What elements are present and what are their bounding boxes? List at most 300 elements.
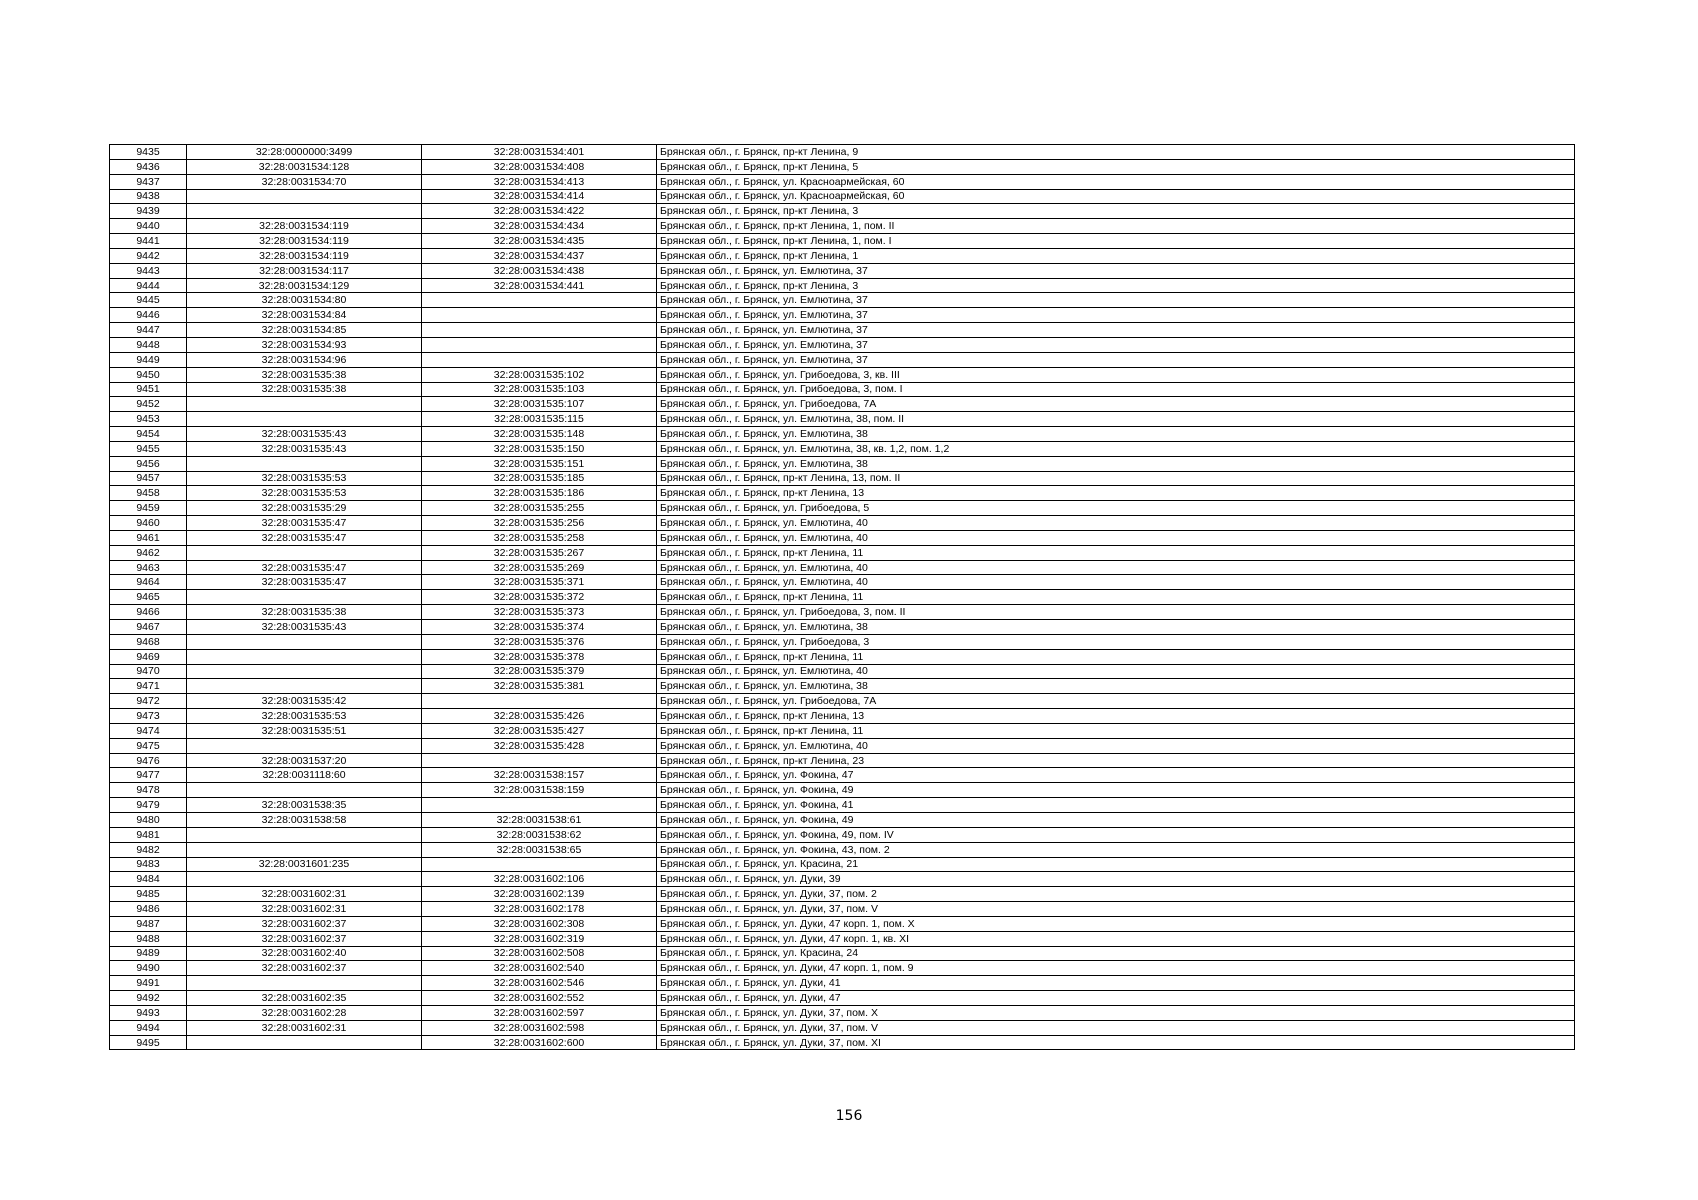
address-cell: Брянская обл., г. Брянск, ул. Грибоедова, 3, пом. I <box>657 382 1575 397</box>
parcel-number-cell <box>187 783 422 798</box>
parcel-number-cell: 32:28:0031534:129 <box>187 278 422 293</box>
parcel-number-cell: 32:28:0031602:31 <box>187 887 422 902</box>
table-row <box>110 530 1575 545</box>
parcel-number-cell <box>187 204 422 219</box>
address-cell: Брянская обл., г. Брянск, пр-кт Ленина, 11 <box>657 723 1575 738</box>
object-number-cell: 32:28:0031535:256 <box>422 516 657 531</box>
address-cell: Брянская обл., г. Брянск, ул. Фокина, 49 <box>657 783 1575 798</box>
row-number-cell: 9443 <box>110 263 187 278</box>
address-cell: Брянская обл., г. Брянск, ул. Фокина, 49, пом. IV <box>657 827 1575 842</box>
parcel-number-cell <box>187 664 422 679</box>
table-row <box>110 961 1575 976</box>
row-number-cell: 9459 <box>110 501 187 516</box>
table-row <box>110 174 1575 189</box>
parcel-number-cell: 32:28:0031534:84 <box>187 308 422 323</box>
table-row <box>110 382 1575 397</box>
address-cell: Брянская обл., г. Брянск, пр-кт Ленина, 23 <box>657 753 1575 768</box>
table-row <box>110 634 1575 649</box>
row-number-cell: 9458 <box>110 486 187 501</box>
row-number-cell: 9441 <box>110 234 187 249</box>
row-number-cell: 9482 <box>110 842 187 857</box>
table-row <box>110 694 1575 709</box>
address-cell: Брянская обл., г. Брянск, ул. Емлютина, 38 <box>657 456 1575 471</box>
object-number-cell: 32:28:0031538:159 <box>422 783 657 798</box>
row-number-cell: 9435 <box>110 145 187 160</box>
table-row <box>110 946 1575 961</box>
address-cell: Брянская обл., г. Брянск, пр-кт Ленина, 11 <box>657 545 1575 560</box>
address-cell: Брянская обл., г. Брянск, ул. Емлютина, 38 <box>657 620 1575 635</box>
parcel-number-cell: 32:28:0031118:60 <box>187 768 422 783</box>
table-row <box>110 1005 1575 1020</box>
parcel-number-cell: 32:28:0031602:37 <box>187 931 422 946</box>
table-row <box>110 753 1575 768</box>
parcel-number-cell <box>187 189 422 204</box>
object-number-cell: 32:28:0031535:267 <box>422 545 657 560</box>
object-number-cell: 32:28:0031602:139 <box>422 887 657 902</box>
address-cell: Брянская обл., г. Брянск, ул. Емлютина, 38, кв. 1,2, пом. 1,2 <box>657 441 1575 456</box>
object-number-cell: 32:28:0031535:185 <box>422 471 657 486</box>
table-row <box>110 783 1575 798</box>
object-number-cell: 32:28:0031535:427 <box>422 723 657 738</box>
row-number-cell: 9465 <box>110 590 187 605</box>
table-row <box>110 768 1575 783</box>
table-row <box>110 367 1575 382</box>
row-number-cell: 9442 <box>110 248 187 263</box>
address-cell: Брянская обл., г. Брянск, ул. Дуки, 37, пом. V <box>657 902 1575 917</box>
address-cell: Брянская обл., г. Брянск, ул. Емлютина, 37 <box>657 263 1575 278</box>
parcel-number-cell: 32:28:0031602:37 <box>187 916 422 931</box>
row-number-cell: 9485 <box>110 887 187 902</box>
table-row <box>110 412 1575 427</box>
object-number-cell <box>422 323 657 338</box>
row-number-cell: 9490 <box>110 961 187 976</box>
table-row <box>110 352 1575 367</box>
parcel-number-cell: 32:28:0031602:37 <box>187 961 422 976</box>
row-number-cell: 9473 <box>110 709 187 724</box>
parcel-number-cell: 32:28:0031535:38 <box>187 605 422 620</box>
parcel-number-cell <box>187 545 422 560</box>
row-number-cell: 9461 <box>110 530 187 545</box>
parcel-number-cell <box>187 827 422 842</box>
object-number-cell: 32:28:0031602:540 <box>422 961 657 976</box>
row-number-cell: 9445 <box>110 293 187 308</box>
parcel-number-cell <box>187 397 422 412</box>
row-number-cell: 9495 <box>110 1035 187 1050</box>
address-cell: Брянская обл., г. Брянск, пр-кт Ленина, 3 <box>657 278 1575 293</box>
address-cell: Брянская обл., г. Брянск, пр-кт Ленина, 9 <box>657 145 1575 160</box>
table-row <box>110 456 1575 471</box>
parcel-number-cell: 32:28:0031535:38 <box>187 382 422 397</box>
address-cell: Брянская обл., г. Брянск, пр-кт Ленина, 11 <box>657 649 1575 664</box>
table-row <box>110 516 1575 531</box>
object-number-cell: 32:28:0031602:319 <box>422 931 657 946</box>
parcel-number-cell: 32:28:0031602:28 <box>187 1005 422 1020</box>
address-cell: Брянская обл., г. Брянск, ул. Дуки, 47 корп. 1, пом. X <box>657 916 1575 931</box>
address-cell: Брянская обл., г. Брянск, пр-кт Ленина, 1, пом. I <box>657 234 1575 249</box>
table-row <box>110 916 1575 931</box>
table-row <box>110 723 1575 738</box>
row-number-cell: 9462 <box>110 545 187 560</box>
parcel-number-cell <box>187 590 422 605</box>
parcel-number-cell: 32:28:0031535:53 <box>187 709 422 724</box>
row-number-cell: 9455 <box>110 441 187 456</box>
address-cell: Брянская обл., г. Брянск, ул. Емлютина, 38 <box>657 427 1575 442</box>
parcel-number-cell: 32:28:0031602:31 <box>187 902 422 917</box>
table-row <box>110 649 1575 664</box>
address-cell: Брянская обл., г. Брянск, ул. Дуки, 37, пом. V <box>657 1020 1575 1035</box>
table-row <box>110 323 1575 338</box>
row-number-cell: 9457 <box>110 471 187 486</box>
row-number-cell: 9483 <box>110 857 187 872</box>
object-number-cell: 32:28:0031534:438 <box>422 263 657 278</box>
row-number-cell: 9450 <box>110 367 187 382</box>
table-row <box>110 337 1575 352</box>
object-number-cell: 32:28:0031534:422 <box>422 204 657 219</box>
object-number-cell: 32:28:0031535:148 <box>422 427 657 442</box>
row-number-cell: 9493 <box>110 1005 187 1020</box>
object-number-cell: 32:28:0031535:151 <box>422 456 657 471</box>
table-row <box>110 1020 1575 1035</box>
table-row <box>110 931 1575 946</box>
parcel-number-cell: 32:28:0031535:47 <box>187 516 422 531</box>
parcel-number-cell: 32:28:0031534:70 <box>187 174 422 189</box>
parcel-number-cell: 32:28:0000000:3499 <box>187 145 422 160</box>
row-number-cell: 9451 <box>110 382 187 397</box>
row-number-cell: 9475 <box>110 738 187 753</box>
address-cell: Брянская обл., г. Брянск, ул. Красина, 21 <box>657 857 1575 872</box>
parcel-number-cell: 32:28:0031535:53 <box>187 471 422 486</box>
address-cell: Брянская обл., г. Брянск, ул. Грибоедова, 7А <box>657 397 1575 412</box>
object-number-cell <box>422 857 657 872</box>
table-row <box>110 1035 1575 1050</box>
table-row <box>110 991 1575 1006</box>
table-row <box>110 159 1575 174</box>
parcel-number-cell <box>187 842 422 857</box>
registry-table <box>109 144 1575 1050</box>
object-number-cell: 32:28:0031602:106 <box>422 872 657 887</box>
row-number-cell: 9448 <box>110 337 187 352</box>
object-number-cell: 32:28:0031535:374 <box>422 620 657 635</box>
table-row <box>110 427 1575 442</box>
address-cell: Брянская обл., г. Брянск, ул. Дуки, 47 корп. 1, пом. 9 <box>657 961 1575 976</box>
object-number-cell: 32:28:0031602:308 <box>422 916 657 931</box>
row-number-cell: 9452 <box>110 397 187 412</box>
address-cell: Брянская обл., г. Брянск, пр-кт Ленина, 11 <box>657 590 1575 605</box>
parcel-number-cell: 32:28:0031535:38 <box>187 367 422 382</box>
parcel-number-cell <box>187 456 422 471</box>
parcel-number-cell: 32:28:0031535:43 <box>187 441 422 456</box>
parcel-number-cell: 32:28:0031534:80 <box>187 293 422 308</box>
parcel-number-cell: 32:28:0031535:47 <box>187 560 422 575</box>
table-row <box>110 293 1575 308</box>
parcel-number-cell: 32:28:0031538:58 <box>187 812 422 827</box>
row-number-cell: 9440 <box>110 219 187 234</box>
address-cell: Брянская обл., г. Брянск, ул. Емлютина, 37 <box>657 293 1575 308</box>
row-number-cell: 9481 <box>110 827 187 842</box>
parcel-number-cell <box>187 679 422 694</box>
address-cell: Брянская обл., г. Брянск, ул. Емлютина, 40 <box>657 560 1575 575</box>
parcel-number-cell <box>187 634 422 649</box>
table-row <box>110 545 1575 560</box>
parcel-number-cell <box>187 1035 422 1050</box>
object-number-cell: 32:28:0031602:178 <box>422 902 657 917</box>
address-cell: Брянская обл., г. Брянск, ул. Красина, 24 <box>657 946 1575 961</box>
table-row <box>110 709 1575 724</box>
table-row <box>110 605 1575 620</box>
table-row <box>110 248 1575 263</box>
object-number-cell: 32:28:0031602:597 <box>422 1005 657 1020</box>
row-number-cell: 9468 <box>110 634 187 649</box>
parcel-number-cell: 32:28:0031535:43 <box>187 620 422 635</box>
table-row <box>110 857 1575 872</box>
table-row <box>110 575 1575 590</box>
address-cell: Брянская обл., г. Брянск, ул. Емлютина, 38, пом. II <box>657 412 1575 427</box>
parcel-number-cell: 32:28:0031602:40 <box>187 946 422 961</box>
object-number-cell: 32:28:0031535:103 <box>422 382 657 397</box>
address-cell: Брянская обл., г. Брянск, пр-кт Ленина, 5 <box>657 159 1575 174</box>
parcel-number-cell <box>187 976 422 991</box>
object-number-cell <box>422 352 657 367</box>
address-cell: Брянская обл., г. Брянск, ул. Грибоедова, 5 <box>657 501 1575 516</box>
object-number-cell: 32:28:0031534:408 <box>422 159 657 174</box>
address-cell: Брянская обл., г. Брянск, ул. Емлютина, 38 <box>657 679 1575 694</box>
table-row <box>110 827 1575 842</box>
row-number-cell: 9484 <box>110 872 187 887</box>
table-row <box>110 278 1575 293</box>
object-number-cell: 32:28:0031602:598 <box>422 1020 657 1035</box>
object-number-cell: 32:28:0031534:437 <box>422 248 657 263</box>
address-cell: Брянская обл., г. Брянск, ул. Дуки, 37, пом. 2 <box>657 887 1575 902</box>
table-row <box>110 471 1575 486</box>
address-cell: Брянская обл., г. Брянск, ул. Дуки, 41 <box>657 976 1575 991</box>
table-row <box>110 204 1575 219</box>
row-number-cell: 9464 <box>110 575 187 590</box>
row-number-cell: 9474 <box>110 723 187 738</box>
row-number-cell: 9489 <box>110 946 187 961</box>
object-number-cell <box>422 293 657 308</box>
parcel-number-cell: 32:28:0031535:42 <box>187 694 422 709</box>
table-row <box>110 560 1575 575</box>
table-row <box>110 798 1575 813</box>
address-cell: Брянская обл., г. Брянск, ул. Фокина, 41 <box>657 798 1575 813</box>
address-cell: Брянская обл., г. Брянск, пр-кт Ленина, 13, пом. II <box>657 471 1575 486</box>
table-row <box>110 486 1575 501</box>
table-row <box>110 842 1575 857</box>
row-number-cell: 9494 <box>110 1020 187 1035</box>
parcel-number-cell <box>187 412 422 427</box>
address-cell: Брянская обл., г. Брянск, ул. Емлютина, 37 <box>657 352 1575 367</box>
object-number-cell: 32:28:0031535:378 <box>422 649 657 664</box>
address-cell: Брянская обл., г. Брянск, ул. Емлютина, 37 <box>657 323 1575 338</box>
object-number-cell: 32:28:0031535:379 <box>422 664 657 679</box>
object-number-cell: 32:28:0031535:381 <box>422 679 657 694</box>
parcel-number-cell: 32:28:0031535:47 <box>187 575 422 590</box>
parcel-number-cell: 32:28:0031538:35 <box>187 798 422 813</box>
object-number-cell <box>422 753 657 768</box>
address-cell: Брянская обл., г. Брянск, ул. Дуки, 37, пом. X <box>657 1005 1575 1020</box>
object-number-cell: 32:28:0031535:269 <box>422 560 657 575</box>
row-number-cell: 9491 <box>110 976 187 991</box>
address-cell: Брянская обл., г. Брянск, пр-кт Ленина, 1, пом. II <box>657 219 1575 234</box>
row-number-cell: 9444 <box>110 278 187 293</box>
parcel-number-cell: 32:28:0031601:235 <box>187 857 422 872</box>
table-row <box>110 872 1575 887</box>
table-row <box>110 679 1575 694</box>
table-row <box>110 590 1575 605</box>
parcel-number-cell: 32:28:0031535:51 <box>187 723 422 738</box>
object-number-cell: 32:28:0031602:600 <box>422 1035 657 1050</box>
table-row <box>110 738 1575 753</box>
address-cell: Брянская обл., г. Брянск, ул. Фокина, 49 <box>657 812 1575 827</box>
row-number-cell: 9437 <box>110 174 187 189</box>
address-cell: Брянская обл., г. Брянск, ул. Емлютина, 40 <box>657 664 1575 679</box>
object-number-cell: 32:28:0031535:255 <box>422 501 657 516</box>
parcel-number-cell <box>187 872 422 887</box>
row-number-cell: 9492 <box>110 991 187 1006</box>
address-cell: Брянская обл., г. Брянск, ул. Фокина, 47 <box>657 768 1575 783</box>
table-row <box>110 189 1575 204</box>
object-number-cell: 32:28:0031602:552 <box>422 991 657 1006</box>
object-number-cell: 32:28:0031535:258 <box>422 530 657 545</box>
address-cell: Брянская обл., г. Брянск, ул. Дуки, 47 <box>657 991 1575 1006</box>
table-row <box>110 234 1575 249</box>
address-cell: Брянская обл., г. Брянск, ул. Грибоедова, 7А <box>657 694 1575 709</box>
parcel-number-cell: 32:28:0031534:119 <box>187 248 422 263</box>
parcel-number-cell: 32:28:0031534:119 <box>187 234 422 249</box>
row-number-cell: 9439 <box>110 204 187 219</box>
parcel-number-cell: 32:28:0031534:85 <box>187 323 422 338</box>
object-number-cell <box>422 798 657 813</box>
address-cell: Брянская обл., г. Брянск, ул. Дуки, 37, пом. XI <box>657 1035 1575 1050</box>
row-number-cell: 9454 <box>110 427 187 442</box>
object-number-cell: 32:28:0031535:426 <box>422 709 657 724</box>
parcel-number-cell: 32:28:0031602:35 <box>187 991 422 1006</box>
address-cell: Брянская обл., г. Брянск, пр-кт Ленина, 13 <box>657 709 1575 724</box>
address-cell: Брянская обл., г. Брянск, ул. Грибоедова, 3, пом. II <box>657 605 1575 620</box>
object-number-cell: 32:28:0031534:434 <box>422 219 657 234</box>
parcel-number-cell <box>187 738 422 753</box>
table-row <box>110 664 1575 679</box>
table-row <box>110 620 1575 635</box>
address-cell: Брянская обл., г. Брянск, ул. Емлютина, 40 <box>657 738 1575 753</box>
table-row <box>110 812 1575 827</box>
address-cell: Брянская обл., г. Брянск, ул. Фокина, 43, пом. 2 <box>657 842 1575 857</box>
object-number-cell: 32:28:0031535:428 <box>422 738 657 753</box>
row-number-cell: 9476 <box>110 753 187 768</box>
address-cell: Брянская обл., г. Брянск, пр-кт Ленина, 1 <box>657 248 1575 263</box>
row-number-cell: 9449 <box>110 352 187 367</box>
row-number-cell: 9488 <box>110 931 187 946</box>
row-number-cell: 9486 <box>110 902 187 917</box>
table-row <box>110 397 1575 412</box>
address-cell: Брянская обл., г. Брянск, ул. Емлютина, 40 <box>657 575 1575 590</box>
row-number-cell: 9446 <box>110 308 187 323</box>
address-cell: Брянская обл., г. Брянск, пр-кт Ленина, 13 <box>657 486 1575 501</box>
table-row <box>110 902 1575 917</box>
object-number-cell: 32:28:0031602:546 <box>422 976 657 991</box>
parcel-number-cell: 32:28:0031535:43 <box>187 427 422 442</box>
table-row <box>110 441 1575 456</box>
row-number-cell: 9480 <box>110 812 187 827</box>
parcel-number-cell: 32:28:0031602:31 <box>187 1020 422 1035</box>
object-number-cell: 32:28:0031534:414 <box>422 189 657 204</box>
object-number-cell <box>422 308 657 323</box>
table-row <box>110 887 1575 902</box>
row-number-cell: 9479 <box>110 798 187 813</box>
address-cell: Брянская обл., г. Брянск, ул. Емлютина, 40 <box>657 530 1575 545</box>
row-number-cell: 9477 <box>110 768 187 783</box>
object-number-cell: 32:28:0031535:107 <box>422 397 657 412</box>
row-number-cell: 9467 <box>110 620 187 635</box>
row-number-cell: 9438 <box>110 189 187 204</box>
object-number-cell: 32:28:0031538:61 <box>422 812 657 827</box>
object-number-cell: 32:28:0031538:157 <box>422 768 657 783</box>
registry-table-body <box>110 145 1575 1050</box>
table-row <box>110 145 1575 160</box>
address-cell: Брянская обл., г. Брянск, ул. Емлютина, 37 <box>657 308 1575 323</box>
parcel-number-cell: 32:28:0031535:53 <box>187 486 422 501</box>
row-number-cell: 9460 <box>110 516 187 531</box>
table-row <box>110 263 1575 278</box>
object-number-cell: 32:28:0031535:372 <box>422 590 657 605</box>
address-cell: Брянская обл., г. Брянск, ул. Емлютина, 37 <box>657 337 1575 352</box>
row-number-cell: 9453 <box>110 412 187 427</box>
parcel-number-cell: 32:28:0031534:93 <box>187 337 422 352</box>
object-number-cell: 32:28:0031535:376 <box>422 634 657 649</box>
parcel-number-cell: 32:28:0031537:20 <box>187 753 422 768</box>
object-number-cell: 32:28:0031535:186 <box>422 486 657 501</box>
parcel-number-cell: 32:28:0031534:119 <box>187 219 422 234</box>
page-number: 156 <box>835 1108 863 1124</box>
address-cell: Брянская обл., г. Брянск, ул. Грибоедова, 3, кв. III <box>657 367 1575 382</box>
object-number-cell: 32:28:0031538:62 <box>422 827 657 842</box>
table-row <box>110 308 1575 323</box>
parcel-number-cell <box>187 649 422 664</box>
object-number-cell: 32:28:0031535:371 <box>422 575 657 590</box>
object-number-cell: 32:28:0031534:435 <box>422 234 657 249</box>
object-number-cell: 32:28:0031534:401 <box>422 145 657 160</box>
address-cell: Брянская обл., г. Брянск, ул. Дуки, 47 корп. 1, кв. XI <box>657 931 1575 946</box>
object-number-cell <box>422 337 657 352</box>
parcel-number-cell: 32:28:0031534:128 <box>187 159 422 174</box>
row-number-cell: 9487 <box>110 916 187 931</box>
parcel-number-cell: 32:28:0031534:96 <box>187 352 422 367</box>
address-cell: Брянская обл., г. Брянск, ул. Дуки, 39 <box>657 872 1575 887</box>
address-cell: Брянская обл., г. Брянск, пр-кт Ленина, 3 <box>657 204 1575 219</box>
row-number-cell: 9478 <box>110 783 187 798</box>
row-number-cell: 9447 <box>110 323 187 338</box>
row-number-cell: 9436 <box>110 159 187 174</box>
object-number-cell <box>422 694 657 709</box>
parcel-number-cell: 32:28:0031535:29 <box>187 501 422 516</box>
row-number-cell: 9470 <box>110 664 187 679</box>
address-cell: Брянская обл., г. Брянск, ул. Грибоедова, 3 <box>657 634 1575 649</box>
address-cell: Брянская обл., г. Брянск, ул. Емлютина, 40 <box>657 516 1575 531</box>
object-number-cell: 32:28:0031534:413 <box>422 174 657 189</box>
object-number-cell: 32:28:0031535:102 <box>422 367 657 382</box>
object-number-cell: 32:28:0031535:115 <box>422 412 657 427</box>
object-number-cell: 32:28:0031602:508 <box>422 946 657 961</box>
address-cell: Брянская обл., г. Брянск, ул. Красноармейская, 60 <box>657 174 1575 189</box>
object-number-cell: 32:28:0031535:150 <box>422 441 657 456</box>
row-number-cell: 9463 <box>110 560 187 575</box>
address-cell: Брянская обл., г. Брянск, ул. Красноармейская, 60 <box>657 189 1575 204</box>
object-number-cell: 32:28:0031535:373 <box>422 605 657 620</box>
row-number-cell: 9466 <box>110 605 187 620</box>
row-number-cell: 9469 <box>110 649 187 664</box>
row-number-cell: 9471 <box>110 679 187 694</box>
row-number-cell: 9472 <box>110 694 187 709</box>
